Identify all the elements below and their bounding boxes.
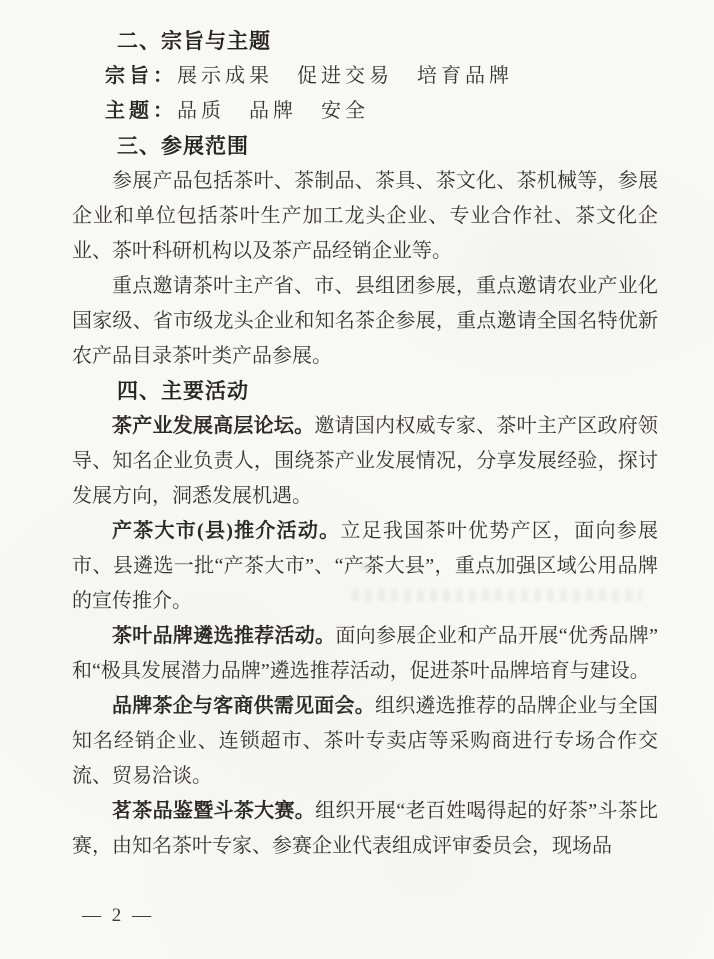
paragraph-tea-tasting-contest-lead: 茗茶品鉴暨斗茶大赛。 (112, 800, 316, 822)
paragraph-forum-text: 邀请国内权威专家、茶叶主产区政府领导、知名企业负责人，围绕茶产业发展情况，分享发展经验，探讨发展方向，洞悉发展机遇。 (72, 415, 659, 507)
paragraph-tea-tasting-contest-text: 组织开展“老百姓喝得起的好茶”斗茶比赛，由知名茶叶专家、参赛企业代表组成评审委员会，现场品 (72, 800, 659, 857)
document-body (72, 24, 658, 864)
purpose-line (72, 59, 658, 94)
paragraph-key-invitations: 重点邀请茶叶主产省、市、县组团参展，重点邀请农业产业化国家级、省市级龙头企业和知名茶企参展，重点邀请全国名特优新农产品目录茶叶类产品参展。 (72, 275, 658, 367)
section-heading-purpose-theme: 二、宗旨与主题 (117, 30, 271, 53)
page-number: — 2 — (82, 905, 154, 926)
theme-line (72, 94, 658, 129)
purpose-label: 宗旨： (105, 65, 177, 87)
theme-label: 主题： (105, 100, 177, 122)
paragraph-supply-demand-meeting-text: 组织遴选推荐的品牌企业与全国知名经销企业、连锁超市、茶叶专卖店等采购商进行专场合作交流、贸易洽谈。 (72, 695, 658, 787)
paragraph-brand-selection-text: 面向参展企业和产品开展“优秀品牌”和“极具发展潜力品牌”遴选推荐活动，促进茶叶品牌培育与建设。 (72, 625, 658, 682)
section-heading-main-activities: 四、主要活动 (117, 380, 249, 403)
paragraph-forum-lead: 茶产业发展高层论坛。 (112, 415, 315, 437)
paragraph-tea-city-promotion-lead: 产茶大市(县)推介活动。 (112, 520, 341, 542)
section-heading-exhibit-scope: 三、参展范围 (117, 135, 249, 158)
scan-artifact-speck (360, 564, 376, 570)
theme-text: 品质 品牌 安全 (177, 100, 369, 122)
paragraph-tea-city-promotion-text: 立足我国茶叶优势产区，面向参展市、县遴选一批“产茶大市”、“产茶大县”，重点加强区域公用品牌的宣传推介。 (72, 520, 658, 612)
paragraph-supply-demand-meeting-lead: 品牌茶企与客商供需见面会。 (112, 695, 375, 717)
paragraph-supply-demand-meeting (72, 689, 658, 794)
purpose-text: 展示成果 促进交易 培育品牌 (177, 65, 513, 87)
paragraph-tea-tasting-contest (72, 794, 658, 864)
paragraph-brand-selection (72, 619, 658, 689)
paragraph-forum (72, 409, 658, 514)
paragraph-exhibit-products: 参展产品包括茶叶、茶制品、茶具、茶文化、茶机械等，参展企业和单位包括茶叶生产加工龙头企业、专业合作社、茶文化企业、茶叶科研机构以及茶产品经销企业等。 (72, 170, 658, 262)
paragraph-brand-selection-lead: 茶叶品牌遴选推荐活动。 (112, 625, 336, 647)
